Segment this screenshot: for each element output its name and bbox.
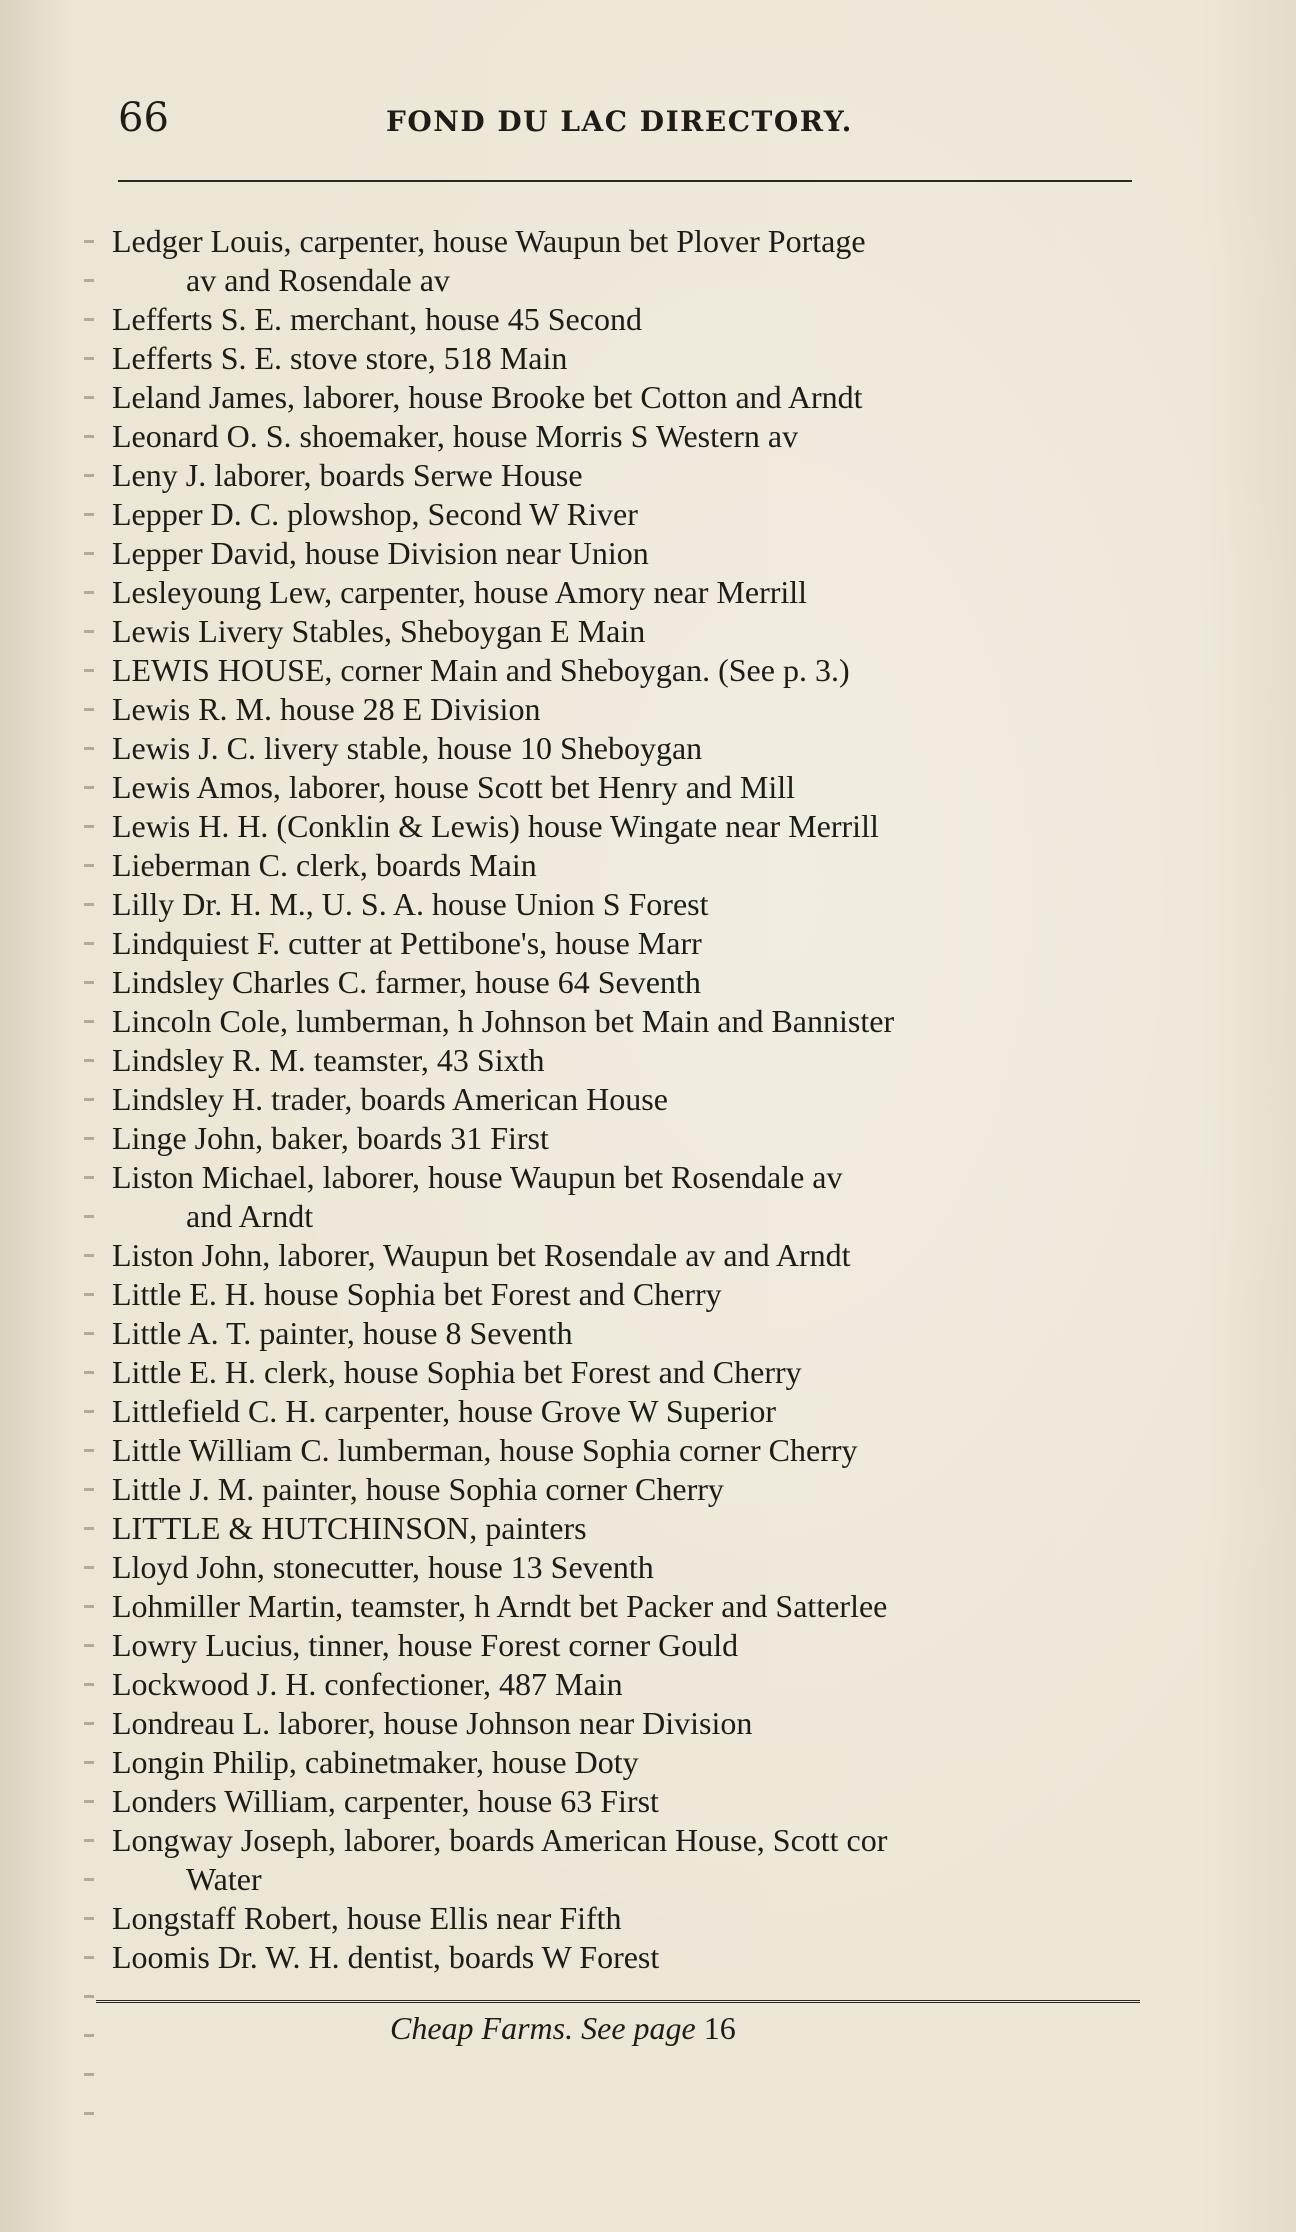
directory-entry: Lewis H. H. (Conklin & Lewis) house Wingate near Merrill bbox=[112, 808, 879, 844]
directory-entry: Lieberman C. clerk, boards Main bbox=[112, 847, 537, 883]
directory-entry: Lewis Amos, laborer, house Scott bet Henry and Mill bbox=[112, 769, 796, 805]
directory-entry: Lepper David, house Division near Union bbox=[112, 535, 649, 571]
directory-entry: Lepper D. C. plowshop, Second W River bbox=[112, 496, 638, 532]
binding-margin-marks bbox=[84, 240, 94, 2140]
directory-entry: Little J. M. painter, house Sophia corner Cherry bbox=[112, 1471, 724, 1507]
footer-advert bbox=[390, 2008, 736, 2048]
directory-entry-continuation: av and Rosendale av bbox=[186, 262, 450, 298]
directory-entry: Lefferts S. E. merchant, house 45 Second bbox=[112, 301, 642, 337]
directory-entry: Liston Michael, laborer, house Waupun bet Rosendale av bbox=[112, 1159, 843, 1195]
directory-entry: Lincoln Cole, lumberman, h Johnson bet Main and Bannister bbox=[112, 1003, 895, 1039]
directory-entry: Ledger Louis, carpenter, house Waupun bet Plover Portage bbox=[112, 223, 866, 259]
directory-entry: Little A. T. painter, house 8 Seventh bbox=[112, 1315, 573, 1351]
directory-entry: Longin Philip, cabinetmaker, house Doty bbox=[112, 1744, 639, 1780]
directory-entry: Longway Joseph, laborer, boards American House, Scott cor bbox=[112, 1822, 888, 1858]
directory-entry: Lohmiller Martin, teamster, h Arndt bet Packer and Satterlee bbox=[112, 1588, 888, 1624]
directory-entry: Lindsley R. M. teamster, 43 Sixth bbox=[112, 1042, 545, 1078]
directory-entry: Londers William, carpenter, house 63 First bbox=[112, 1783, 659, 1819]
footer-page-ref: 16 bbox=[703, 2010, 736, 2046]
directory-entry: Lindsley Charles C. farmer, house 64 Seventh bbox=[112, 964, 701, 1000]
directory-entry-continuation: Water bbox=[186, 1861, 262, 1897]
directory-entry: Little E. H. house Sophia bet Forest and Cherry bbox=[112, 1276, 722, 1312]
directory-entry: Lindquiest F. cutter at Pettibone's, house Marr bbox=[112, 925, 702, 961]
directory-entry: Loomis Dr. W. H. dentist, boards W Forest bbox=[112, 1939, 660, 1975]
footer-text: Cheap Farms. See page bbox=[390, 2010, 696, 2046]
directory-entry: Littlefield C. H. carpenter, house Grove W Superior bbox=[112, 1393, 777, 1429]
directory-entry: Leland James, laborer, house Brooke bet Cotton and Arndt bbox=[112, 379, 863, 415]
directory-entry: Liston John, laborer, Waupun bet Rosendale av and Arndt bbox=[112, 1237, 851, 1273]
directory-entry: Lewis Livery Stables, Sheboygan E Main bbox=[112, 613, 646, 649]
directory-entry: Lesleyoung Lew, carpenter, house Amory near Merrill bbox=[112, 574, 808, 610]
page-header bbox=[118, 92, 1132, 144]
directory-entry: Lilly Dr. H. M., U. S. A. house Union S Forest bbox=[112, 886, 709, 922]
directory-entry: Lowry Lucius, tinner, house Forest corner Gould bbox=[112, 1627, 739, 1663]
directory-entry: Linge John, baker, boards 31 First bbox=[112, 1120, 549, 1156]
directory-entry: Little E. H. clerk, house Sophia bet Forest and Cherry bbox=[112, 1354, 802, 1390]
directory-entry: Lloyd John, stonecutter, house 13 Seventh bbox=[112, 1549, 654, 1585]
directory-entry: Lewis R. M. house 28 E Division bbox=[112, 691, 541, 727]
header-rule bbox=[118, 180, 1132, 182]
directory-entry: Londreau L. laborer, house Johnson near Division bbox=[112, 1705, 753, 1741]
directory-entry: Little William C. lumberman, house Sophia corner Cherry bbox=[112, 1432, 858, 1468]
directory-entry: Lefferts S. E. stove store, 518 Main bbox=[112, 340, 568, 376]
directory-entry: Lewis J. C. livery stable, house 10 Sheboygan bbox=[112, 730, 703, 766]
directory-entry-continuation: and Arndt bbox=[186, 1198, 314, 1234]
page-number: 66 bbox=[118, 95, 169, 141]
directory-entries bbox=[112, 222, 1152, 1977]
directory-entry: Leny J. laborer, boards Serwe House bbox=[112, 457, 583, 493]
directory-entry: Lockwood J. H. confectioner, 487 Main bbox=[112, 1666, 623, 1702]
directory-entry: Leonard O. S. shoemaker, house Morris S Western av bbox=[112, 418, 799, 454]
directory-entry: LEWIS HOUSE, corner Main and Sheboygan. (See p. 3.) bbox=[112, 652, 850, 688]
directory-entry: LITTLE & HUTCHINSON, painters bbox=[112, 1510, 587, 1546]
running-head-title: FOND DU LAC DIRECTORY. bbox=[386, 105, 853, 138]
footer-rule bbox=[96, 2000, 1140, 2003]
directory-entry: Longstaff Robert, house Ellis near Fifth bbox=[112, 1900, 622, 1936]
directory-entry: Lindsley H. trader, boards American House bbox=[112, 1081, 668, 1117]
